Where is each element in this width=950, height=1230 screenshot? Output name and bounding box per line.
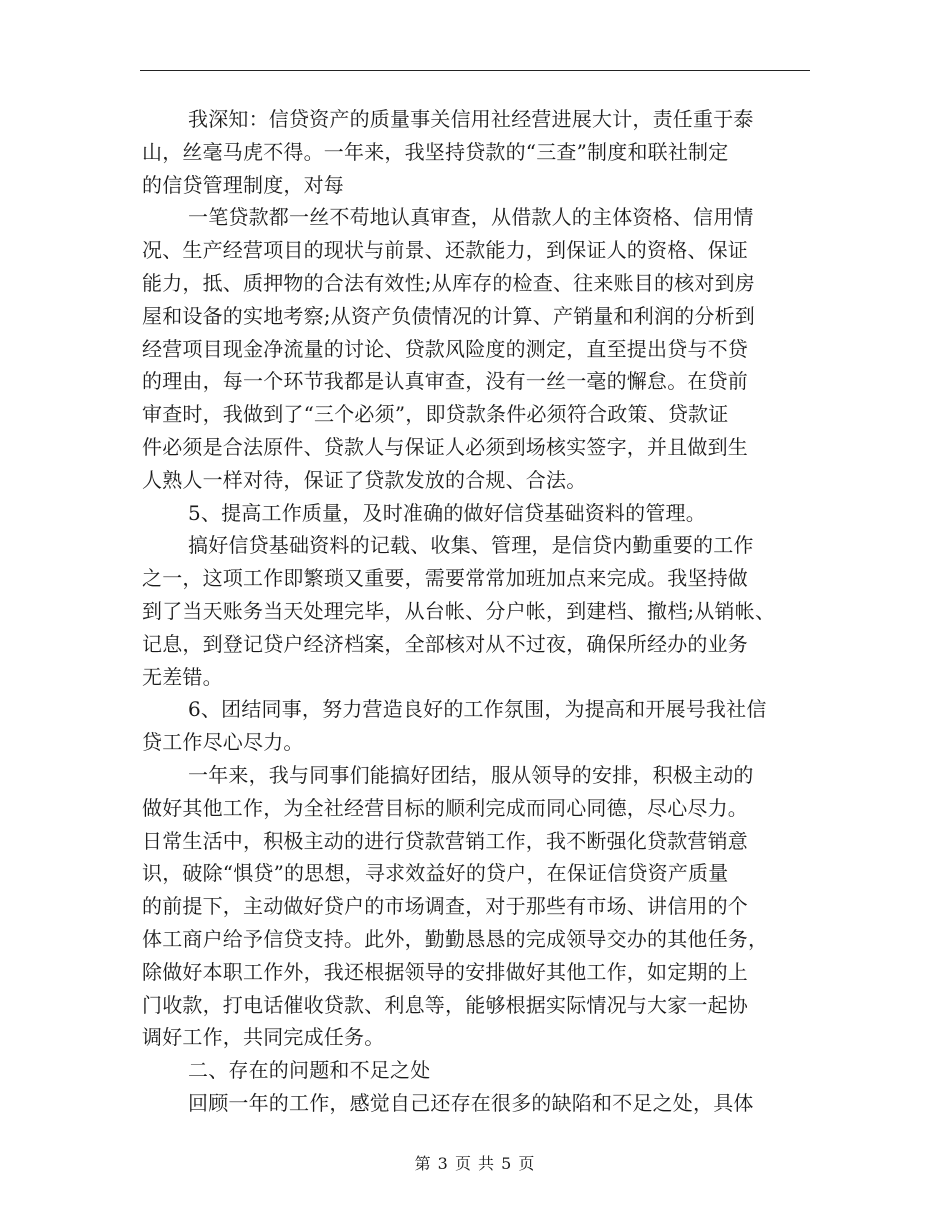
text-line: 做好其他工作，为全社经营目标的顺利完成而同心同德，尽心尽力。 xyxy=(142,795,748,820)
text-line: 贷工作尽心尽力。 xyxy=(142,730,304,755)
text-line: 除做好本职工作外，我还根据领导的安排做好其他工作，如定期的上 xyxy=(142,959,748,984)
text-line: 二、存在的问题和不足之处 xyxy=(188,1058,431,1083)
text-line: 人熟人一样对待，保证了贷款发放的合规、合法。 xyxy=(142,467,587,492)
header-rule xyxy=(140,70,810,71)
text-line: 门收款，打电话催收贷款、利息等，能够根据实际情况与大家一起协 xyxy=(142,992,748,1017)
text-line: 况、生产经营项目的现状与前景、还款能力，到保证人的资格、保证 xyxy=(142,238,748,263)
text-line: 调好工作，共同完成任务。 xyxy=(142,1025,385,1050)
text-line: 的理由，每一个环节我都是认真审查，没有一丝一毫的懈怠。在贷前 xyxy=(142,369,748,394)
text-line: 审查时，我做到了“三个必须”，即贷款条件必须符合政策、贷款证 xyxy=(142,402,729,427)
text-line: 一笔贷款都一丝不苟地认真审查，从借款人的主体资格、信用情 xyxy=(188,205,754,230)
document-body xyxy=(142,103,822,1120)
text-line: 经营项目现金净流量的讨论、贷款风险度的测定，直至提出贷与不贷 xyxy=(142,336,748,361)
text-line: 我深知：信贷资产的质量事关信用社经营进展大计，责任重于泰 xyxy=(188,107,754,131)
text-line: 之一，这项工作即繁琐又重要，需要常常加班加点来完成。我坚持做 xyxy=(142,566,748,591)
text-line: 搞好信贷基础资料的记载、收集、管理，是信贷内勤重要的工作 xyxy=(188,533,754,558)
text-line: 记息，到登记贷户经济档案，全部核对从不过夜，确保所经办的业务 xyxy=(142,631,748,656)
page-number: 第 3 页 共 5 页 xyxy=(414,1154,536,1173)
text-line: 件必须是合法原件、贷款人与保证人必须到场核实签字，并且做到生 xyxy=(142,434,748,459)
text-line: 识，破除“惧贷”的思想，寻求效益好的贷户，在保证信贷资产质量 xyxy=(142,861,729,886)
text-line: 山，丝毫马虎不得。一年来，我坚持贷款的“三查”制度和联社制定 xyxy=(142,139,729,164)
text-line: 屋和设备的实地考察;从资产负债情况的计算、产销量和利润的分析到 xyxy=(142,303,755,328)
text-line: 5、提高工作质量，及时准确的做好信贷基础资料的管理。 xyxy=(188,500,706,525)
text-line: 6、团结同事，努力营造良好的工作氛围，为提高和开展号我社信 xyxy=(188,697,767,722)
text-line: 无差错。 xyxy=(142,664,223,689)
text-line: 日常生活中，积极主动的进行贷款营销工作，我不断强化贷款营销意 xyxy=(142,828,748,853)
text-line: 体工商户给予信贷支持。此外，勤勤恳恳的完成领导交办的其他任务， xyxy=(142,926,769,951)
text-line: 到了当天账务当天处理完毕，从台帐、分户帐，到建档、撤档;从销帐、 xyxy=(142,598,776,623)
text-line: 的前提下，主动做好贷户的市场调查，对于那些有市场、讲信用的个 xyxy=(142,894,748,919)
text-line: 的信贷管理制度，对每 xyxy=(142,172,344,197)
text-line: 一年来，我与同事们能搞好团结，服从领导的安排，积极主动的 xyxy=(188,762,754,787)
text-line: 回顾一年的工作，感觉自己还存在很多的缺陷和不足之处，具体 xyxy=(188,1090,754,1115)
text-line: 能力，抵、质押物的合法有效性;从库存的检查、往来账目的核对到房 xyxy=(142,270,755,295)
